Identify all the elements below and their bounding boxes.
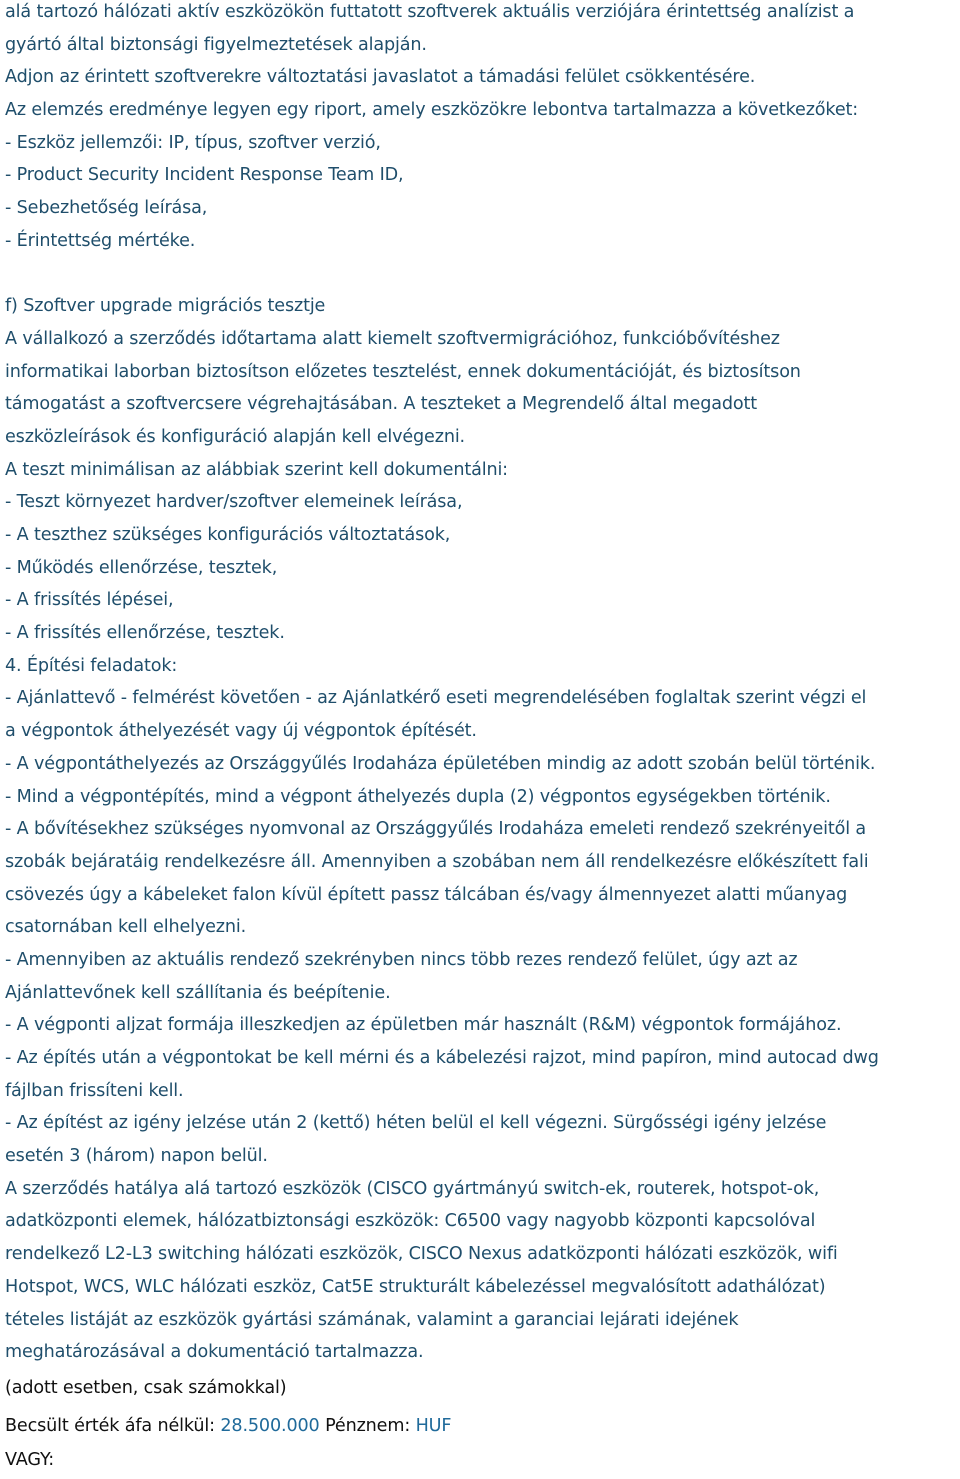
list-item: - A teszthez szükséges konfigurációs változtatások, <box>5 525 451 545</box>
text-line: Ajánlattevőnek kell szállítania és beépítenie. <box>5 982 391 1003</box>
section-migration-test <box>5 294 957 1373</box>
text-line: Hotspot, WCS, WLC hálózati eszköz, Cat5E strukturált kábelezéssel megvalósított adathálózat) <box>5 1276 826 1297</box>
text-line: rendelkező L2-L3 switching hálózati eszközök, CISCO Nexus adatközponti hálózati eszközök, wifi <box>5 1244 838 1265</box>
list-item: - A bővítésekhez szükséges nyomvonal az Országgyűlés Irodaháza emeleti rendező szekrényeitől a <box>5 819 867 840</box>
estimated-value-amount: 28.500.000 <box>220 1415 320 1436</box>
text-line: esetén 3 (három) napon belül. <box>5 1146 268 1167</box>
section-heading: 4. Építési feladatok: <box>5 655 178 676</box>
text-line: A teszt minimálisan az alábbiak szerint kell dokumentálni: <box>5 459 508 480</box>
text-line: támogatást a szoftvercsere végrehajtásában. A teszteket a Megrendelő által megadott <box>5 394 757 415</box>
list-item: - Eszköz jellemzői: IP, típus, szoftver verzió, <box>5 132 381 153</box>
section-heading: f) Szoftver upgrade migrációs tesztje <box>5 296 326 317</box>
text-line: A vállalkozó a szerződés időtartama alatt kiemelt szoftvermigrációhoz, funkcióbővítéshez <box>5 328 780 349</box>
text-line: informatikai laborban biztosítson előzetes tesztelést, ennek dokumentációját, és biztosítson <box>5 361 801 382</box>
document-body <box>5 0 957 1479</box>
text-line: A szerződés hatálya alá tartozó eszközök (CISCO gyártmányú switch-ek, routerek, hotspot-ok, <box>5 1178 820 1199</box>
text-line: szobák bejáratáig rendelkezésre áll. Amennyiben a szobában nem áll rendelkezésre előkészített fali <box>5 851 869 872</box>
list-item: - A frissítés lépései, <box>5 590 174 611</box>
list-item: - Product Security Incident Response Team ID, <box>5 165 404 186</box>
currency-value: HUF <box>415 1415 452 1436</box>
text-line: fájlban frissíteni kell. <box>5 1080 184 1101</box>
paragraph-gap <box>5 262 957 295</box>
text-line: tételes listáját az eszközök gyártási számának, valamint a garanciai lejárati idejének <box>5 1309 739 1330</box>
list-item: - Az építést az igény jelzése után 2 (kettő) héten belül el kell végezni. Sürgősségi igény jelzése <box>5 1113 827 1134</box>
text-line: meghatározásával a dokumentáció tartalmazza. <box>5 1342 424 1363</box>
text-line: a végpontok áthelyezését vagy új végpontok építését. <box>5 721 477 742</box>
text-line: gyártó által biztonsági figyelmeztetések alapján. <box>5 34 427 55</box>
section-analysis <box>5 0 957 262</box>
list-item: - Működés ellenőrzése, tesztek, <box>5 557 278 578</box>
list-item: - A végponti aljzat formája illeszkedjen az épületben már használt (R&M) végpontok formájához. <box>5 1015 842 1036</box>
estimated-value <box>5 1411 957 1445</box>
text-line: eszközleírások és konfiguráció alapján kell elvégezni. <box>5 426 465 447</box>
estimated-value-label: Becsült érték áfa nélkül: <box>5 1415 215 1436</box>
list-item: - Amennyiben az aktuális rendező szekrényben nincs több rezes rendező felület, úgy azt az <box>5 949 798 970</box>
or-label: VAGY: <box>5 1449 54 1470</box>
text-line: Az elemzés eredménye legyen egy riport, amely eszközökre lebontva tartalmazza a következőket: <box>5 100 859 121</box>
list-item: - Ajánlattevő - felmérést követően - az Ajánlatkérő eseti megrendelésében foglaltak szerint végzi el <box>5 688 867 709</box>
text-line: csatornában kell elhelyezni. <box>5 917 247 938</box>
text-line: csövezés úgy a kábeleket falon kívül épített passz tálcában és/vagy álmennyezet alatti műanyag <box>5 884 848 905</box>
list-item: - Érintettség mértéke. <box>5 230 196 251</box>
text-line: alá tartozó hálózati aktív eszközökön futtatott szoftverek aktuális verziójára érintettség analízist a <box>5 2 855 22</box>
list-item: - A frissítés ellenőrzése, tesztek. <box>5 623 285 644</box>
list-item: - Sebezhetőség leírása, <box>5 198 208 219</box>
note-text: (adott esetben, csak számokkal) <box>5 1377 287 1398</box>
text-line: Adjon az érintett szoftverekre változtatási javaslatot a támadási felület csökkentésére. <box>5 67 756 88</box>
list-item: - A végpontáthelyezés az Országgyűlés Irodaháza épületében mindig az adott szobán belül történik. <box>5 753 876 774</box>
list-item: - Teszt környezet hardver/szoftver elemeinek leírása, <box>5 492 463 513</box>
currency-label: Pénznem: <box>325 1415 411 1436</box>
list-item: - Mind a végpontépítés, mind a végpont áthelyezés dupla (2) végpontos egységekben történik. <box>5 786 831 807</box>
list-item: - Az építés után a végpontokat be kell mérni és a kábelezési rajzot, mind papíron, mind autocad dwg <box>5 1048 879 1068</box>
text-line: adatközponti elemek, hálózatbiztonsági eszközök: C6500 vagy nagyobb központi kapcsolóval <box>5 1211 816 1232</box>
